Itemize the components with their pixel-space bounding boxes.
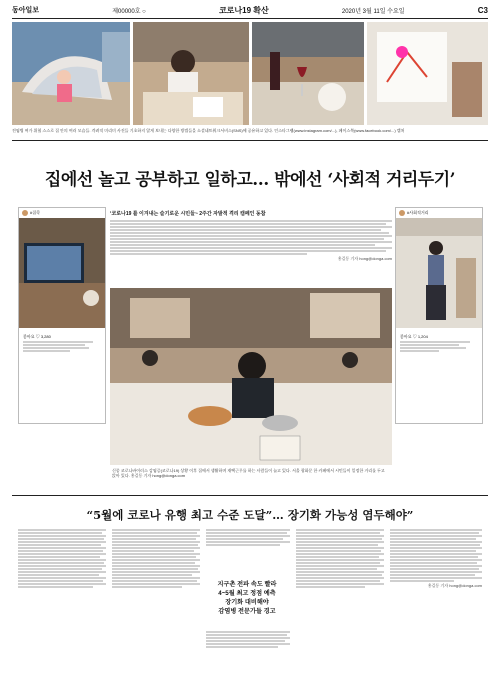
- pull-quote-line: 장기화 대비해야: [225, 599, 269, 606]
- header-rule: [12, 18, 488, 19]
- article-column-4: [296, 528, 384, 683]
- article-column-2: [112, 528, 200, 683]
- feature-subhead: ‘코로나19 를 이겨내는 슬기로운 시민들~ 2주간 자발적 격리 캠페인 동참: [110, 211, 266, 217]
- photo-child-study: [133, 22, 249, 125]
- photo-child-tent: [12, 22, 130, 125]
- avatar: [22, 210, 28, 216]
- second-headline: “5월에 코로나 유행 최고 수준 도달”… 장기화 가능성 염두해야”: [86, 508, 414, 522]
- sns-likes: 좋아요 ♡ 1,204: [400, 334, 428, 339]
- article-column-3-bottom: [206, 630, 290, 680]
- paper-logo: 동아일보: [12, 7, 40, 14]
- pull-quote-line: 감염병 전문가들 경고: [218, 608, 276, 615]
- sns-likes: 좋아요 ♡ 3,280: [23, 334, 51, 339]
- page-header: [12, 4, 488, 16]
- laptop-photo: [19, 218, 105, 328]
- section-title: 코로나19 확산: [218, 5, 269, 15]
- pull-quote-line: 4~5월 최고 정점 예측: [218, 590, 276, 597]
- article-column-5: [390, 528, 482, 683]
- sns-post-left: [18, 207, 106, 424]
- top-photo-caption: 전염병 여가 위협 스스로 집 안의 여러 모습들. 격려적 미리미 사진들 기초하지 않게 보내는 다양한 방법들을 소셜네트워크서비스(SNS)에 공유하고 있다. 인스타그램(www.instagram.com/...), 페이스북(www.facebook.com/...) 캡처: [12, 128, 405, 133]
- cafe-photo: [110, 288, 392, 465]
- sns-handle: #집콕: [30, 210, 40, 215]
- cafe-photo-caption: 신종 코로나바이러스 감염증(코로나19) 상황 이후 집에서 생활하며 재택근무를 하는 사람들이 늘고 있다. 서울 광화문 한 카페에서 시민들이 일정한 거리를 두고 앉아 있다. 홍길동 기자 hong@donga.com: [112, 468, 385, 478]
- sns-post-right: [395, 207, 483, 424]
- pull-quote-line: 지구촌 전파 속도 빨라: [217, 581, 277, 588]
- photo-wine-table: [252, 22, 364, 125]
- avatar: [399, 210, 405, 216]
- photo-drawing: [367, 22, 488, 125]
- article-column-3-top: [206, 528, 290, 573]
- pull-quote: [204, 580, 290, 616]
- article-signature: 홍길동 기자 hong@donga.com: [427, 583, 482, 588]
- feature-body: [110, 219, 392, 262]
- section-rule: [12, 495, 488, 496]
- exercise-photo: [396, 218, 482, 328]
- issue-date: 2020년 3월 11일 수요일: [341, 8, 405, 15]
- page-meta: 제00000호 ○: [112, 8, 146, 15]
- sns-handle: #사회적거리: [407, 210, 429, 215]
- caption-rule: [12, 140, 488, 141]
- main-headline: 집에선 놀고 공부하고 일하고… 밖에선 ‘사회적 거리두기’: [44, 170, 456, 190]
- feature-byline: 홍길동 기자 hong@donga.com: [337, 256, 392, 261]
- article-column-1: [18, 528, 106, 683]
- page-number: C3: [477, 5, 488, 15]
